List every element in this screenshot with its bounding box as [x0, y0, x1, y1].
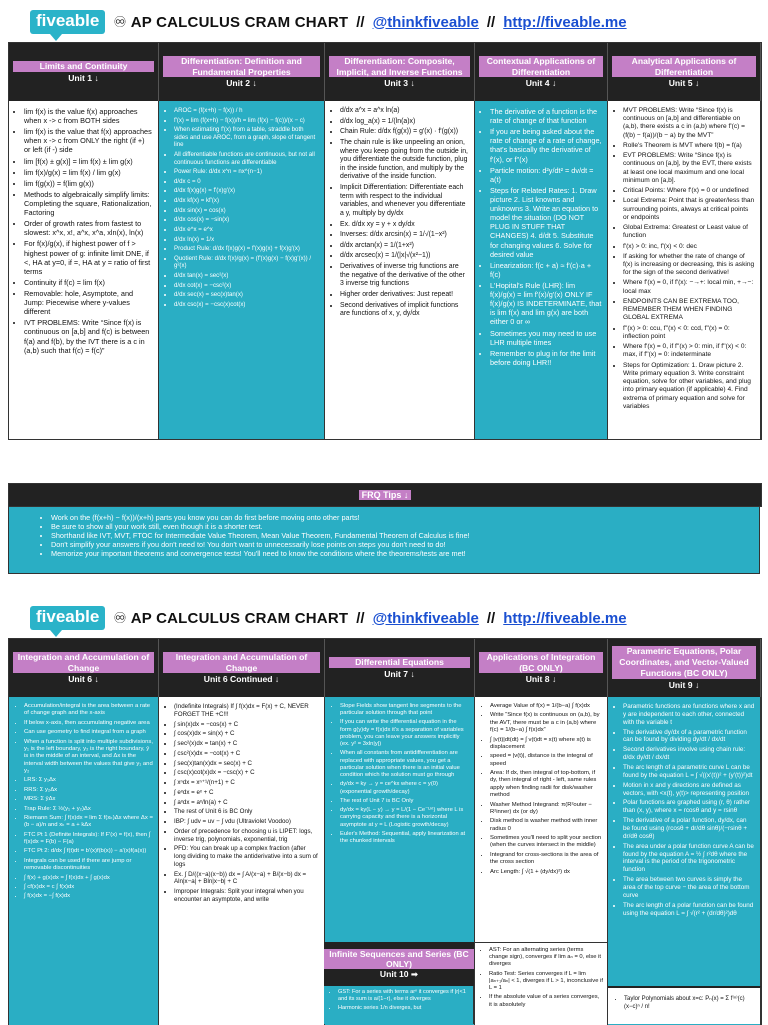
note-item: • GST: For a series with terms arⁿ it converges if |r|<1 and its sum is a/(1−r), else it diverges — [338, 989, 469, 1003]
note-item: • d/dx csc(x) = −csc(x)cot(x) — [174, 301, 319, 309]
website-link[interactable]: http://fiveable.me — [503, 13, 627, 31]
note-item: • Ex. ∫ D/((x−a)(x−b)) dx = ∫ A/(x−a) + B/(x−b) dx = Aln|x−a| + Bln|x−b| + C — [174, 871, 319, 887]
unit-10-header: Infinite Sequences and Series (BC ONLY) Unit 10 ➡ — [324, 942, 474, 986]
cram-chart-header-2 — [30, 604, 627, 632]
unit-3-notes — [325, 101, 475, 439]
note-item: • Steps for Optimization: 1. Draw picture 2. Write primary equation 3. Write constraint equation, solve for other variables, and plug into primary equation (if applicable) 4. Find extrema of primary equation and solve for variables — [623, 362, 755, 411]
unit-1-header: Limits and Continuity Unit 1 ↓ — [9, 43, 159, 101]
note-item: • Product Rule: d/dx f(x)g(x) = f'(x)g(x) + f(x)g'(x) — [174, 245, 319, 253]
note-item: • Accumulation/integral is the area between a rate of change graph and the x-axis — [24, 703, 153, 718]
note-item: • Linearization: f(c + a) ≈ f'(c)·a + f(c) — [490, 261, 602, 279]
note-item: • d/dx tan(x) = sec²(x) — [174, 272, 319, 280]
note-item: • d/dx cot(x) = −csc²(x) — [174, 282, 319, 290]
note-item: • Write “Since f(x) is continuous on (a,b), by the AVT, there must be a c in (a,b) where f(c) = 1/(b−a) ∫ f(x)dx” — [490, 712, 602, 734]
note-item: • ∫ xⁿdx = xⁿ⁺¹/(n+1) + C — [174, 779, 319, 787]
separator: // — [486, 609, 496, 627]
unit-7-header: Differential Equations Unit 7 ↓ — [325, 639, 475, 697]
note-item: • d/dx arcsec(x) = 1/(|x|√(x²−1)) — [340, 252, 469, 261]
note-item: • Area: If dx, then integral of top-bottom, if dy, then integral of right - left, same rules apply when finding radii for disk/washer method — [490, 770, 602, 800]
note-item: • MVT PROBLEMS: Write “Since f(x) is continuous on [a,b] and differentiable on (a,b), there exists a c in (a,b) where f'(c) = (f(b) − f(a))/(b − a) by the MVT” — [623, 107, 755, 140]
unit-6-header: Integration and Accumulation of Change Unit 6 ↓ — [9, 639, 159, 697]
note-item: • Sometimes you may need to use LHR multiple times — [490, 329, 602, 347]
note-item: • ∫ aˣdx = aˣ/ln(a) + C — [174, 799, 319, 807]
note-item: • AST: For an alternating series (terms change sign), converges if lim aₙ = 0, else it diverges — [489, 947, 603, 969]
note-item: • f''(x) > 0: ccu, f''(x) < 0: ccd, f''(x) = 0: inflection point — [623, 325, 755, 341]
note-item: • Trap Rule: Σ ½(y₁ + y₂)Δx — [24, 806, 153, 813]
note-item: • For f(x)/g(x), if highest power of f > highest power of g: infinite limit DNE, if <, HA at y=0, if =, HA at y = ratio of first terms — [24, 239, 153, 275]
note-item: • Inverses: d/dx arcsin(x) = 1/√(1−x²) — [340, 231, 469, 240]
chart-title: ♾ AP CALCULUS CRAM CHART — [113, 14, 349, 31]
unit-9-header: Parametric Equations, Polar Coordinates, and Vector-Valued Functions (BC ONLY) Unit 9 ↓ — [608, 639, 761, 697]
note-item: • The derivative dy/dx of a parametric function can be found by dividing dy/dt / dx/dt — [623, 729, 755, 745]
note-item: • Average Value of f(x) = 1/(b−a) ∫ f(x)dx — [490, 703, 602, 710]
unit-3-header: Differentiation: Composite, Implicit, and Inverse Functions Unit 3 ↓ — [325, 43, 475, 101]
note-item: • d/dx c = 0 — [174, 178, 319, 186]
note-item: • Critical Points: Where f'(x) = 0 or undefined — [623, 187, 755, 195]
note-item: • dy/dx = ky(L − y) → y = L/(1 − Ce⁻ᴸᵏᵗ) where L is carrying capacity and there is a horizontal asymptote at y = L (Logistic growth/decay) — [340, 807, 469, 829]
note-item: • Sometimes you'll need to split your section (when the curves intersect in the middle) — [490, 835, 602, 850]
unit-4-header: Contextual Applications of Differentiation Unit 4 ↓ — [475, 43, 608, 101]
note-item: • MRS: Σ ȳΔx — [24, 796, 153, 803]
note-item: • Order of precedence for choosing u is LIPET: logs, inverse trig, polynomials, exponential, trig — [174, 828, 319, 844]
note-item: • d/dx sin(x) = cos(x) — [174, 207, 319, 215]
unit-6-continued-header: Integration and Accumulation of Change Unit 6 Continued ↓ — [159, 639, 325, 697]
note-item: • Work on the (f(x+h) − f(x))/(x+h) parts you know you can do first before moving onto other parts! — [51, 513, 749, 522]
note-item: • ∫ csc²(x)dx = −cot(x) + C — [174, 750, 319, 758]
note-item: • Shorthand like IVT, MVT, FTOC for Intermediate Value Theorem, Mean Value Theorem, Fundamental Theorem of Calculus is fine! — [51, 531, 749, 540]
note-item: • IVT PROBLEMS: Write “Since f(x) is continuous on [a,b] and f(c) is between f(a) and f(b), by the IVT there is a c in (a,b) such that f(c) = f(c)” — [24, 318, 153, 354]
unit-5-header: Analytical Applications of Differentiation Unit 5 ↓ — [608, 43, 761, 101]
note-item: • The arc length of a polar function can be found using the equation L = ∫ √(r² + (dr/dθ)²)dθ — [623, 902, 755, 918]
top-units-table — [8, 42, 762, 440]
note-item: • The chain rule is like unpeeling an onion, where you keep going from the outside in, you differentiate the outside function, plug in the inside function, and multiply by the derivative of the inside function. — [340, 139, 469, 182]
note-item: • Second derivatives of implicit functions are functions of x, y, dy/dx — [340, 302, 469, 319]
note-item: • ∫ cf(x)dx = c ∫ f(x)dx — [24, 884, 153, 891]
note-item: • d/dx ln(x) = 1/x — [174, 236, 319, 244]
note-item: • ∫ cos(x)dx = sin(x) + C — [174, 730, 319, 738]
note-item: • Second derivatives involve using chain rule: d/dx dy/dt / dx/dt — [623, 746, 755, 762]
taylor-polynomials-note: • Taylor Polynomials about x=c: Pₙ(x) = Σ f⁽ⁿ⁾(c)(x−c)ⁿ / n! — [608, 986, 761, 1024]
unit-9-notes — [608, 697, 761, 1025]
note-item: • Global Extrema: Greatest or Least value of function — [623, 224, 755, 240]
note-item: • The rest of Unit 6 is BC Only — [174, 808, 319, 816]
note-item: • Euler's Method: Sequential, apply linearization at the chunked intervals — [340, 831, 469, 845]
note-item: • All differentiable functions are continuous, but not all continuous functions are differentiable — [174, 151, 319, 166]
note-item: • ∫ eˣdx = eˣ + C — [174, 789, 319, 797]
unit-8-header: Applications of Integration (BC ONLY) Unit 8 ↓ — [475, 639, 608, 697]
note-item: • Removable: hole, Asymptote, and Jump: Piecewise where y-values different — [24, 289, 153, 316]
cram-chart-header — [30, 8, 627, 36]
note-item: • ENDPOINTS CAN BE EXTREMA TOO, REMEMBER THEM WHEN FINDING GLOBAL EXTREMA — [623, 298, 755, 323]
note-item: • LRS: Σ y₁Δx — [24, 777, 153, 784]
note-item: • Don't simplify your answers if you don't need to! You don't want to unnecessarily lose points on steps you don't need to do! — [51, 540, 749, 549]
note-item: • Arc Length: ∫ √(1 + (dy/dx)²) dx — [490, 869, 602, 876]
note-item: • FTC Pt 1 (Definite Integrals): If F'(x) = f(x), then ∫ f(x)dx = F(b) − F(a) — [24, 832, 153, 847]
note-item: • lim f(x) is the value that f(x) approaches when x -> c from ONLY the right (if +) or left (if -) side — [24, 127, 153, 154]
note-item: • lim [f(x) ± g(x)] = lim f(x) ± lim g(x) — [24, 157, 153, 166]
note-item: • If below x-axis, then accumulating negative area — [24, 720, 153, 727]
note-item: • Continuity if f(c) = lim f(x) — [24, 278, 153, 287]
note-item: • Derivatives of inverse trig functions are the negative of the derivative of the other 3 inverse trig functions — [340, 263, 469, 289]
separator: // — [356, 609, 365, 627]
unit-10-left-notes — [324, 986, 474, 1024]
note-item: • Implicit Differentiation: Differentiate each term with respect to the individual variables, and whenever you differentiate a y, multiply by dy/dx — [340, 184, 469, 219]
unit-2-notes — [159, 101, 325, 439]
note-item: • The area between two curves is simply the area of the top curve − the area of the bottom curve — [623, 876, 755, 900]
unit-5-notes — [608, 101, 761, 439]
note-item: • (Indefinite Integrals) If ∫ f(x)dx = F(x) + C, NEVER FORGET THE +C!!! — [174, 703, 319, 719]
note-item: • Where f'(x) = 0, if f'(x): −→+: local min, +→−: local max — [623, 279, 755, 295]
note-item: • The arc length of a parametric curve L can be found by the equation L = ∫ √((x'(t))² + (y'(t))²)dt — [623, 764, 755, 780]
note-item: • Rolle's Theorem is MVT where f(b) = f(a) — [623, 142, 755, 150]
note-item: • The derivative of a polar function, dy/dx, can be found using (rcosθ + dr/dθ sinθ)/(−rsinθ + dr/dθ cosθ) — [623, 817, 755, 841]
chart-title: ♾ AP CALCULUS CRAM CHART — [113, 610, 349, 627]
fiveable-logo: fiveable — [30, 606, 105, 630]
note-item: • Integrand for cross-sections is the area of the cross section — [490, 852, 602, 867]
handle-link[interactable]: @thinkfiveable — [372, 13, 479, 31]
note-item: • ∫ |v(t)|dt(dt) = ∫ v(t)dt = x(t) where x(t) is displacement — [490, 737, 602, 752]
note-item: • Power Rule: d/dx x^n = nx^(n−1) — [174, 168, 319, 176]
frq-tips-header: FRQ Tips ↓ — [8, 483, 762, 507]
website-link[interactable]: http://fiveable.me — [503, 609, 627, 627]
note-item: • lim f(x)/g(x) = lim f(x) / lim g(x) — [24, 168, 153, 177]
unit-6-notes — [9, 697, 159, 1025]
note-item: • Local Extrema: Point that is greater/less than surrounding points, always at critical points or endpoints — [623, 197, 755, 222]
note-item: • Parametric functions are functions where x and y are independent to each other, connected with the variable t — [623, 703, 755, 727]
note-item: • Can use geometry to find integral from a graph — [24, 729, 153, 736]
note-item: • Disk method is washer method with inner radius 0 — [490, 818, 602, 833]
separator: // — [356, 13, 365, 31]
note-item: • Remember to plug in for the limit before doing LHR!! — [490, 349, 602, 367]
note-item: • ∫ csc(x)cot(x)dx = −csc(x) + C — [174, 769, 319, 777]
unit-1-notes — [9, 101, 159, 439]
note-item: • AROC = (f(x+h) − f(x)) / h — [174, 107, 319, 115]
note-item: • Chain Rule: d/dx f(g(x)) = g'(x) · f'(g(x)) — [340, 128, 469, 137]
note-item: • d/dx a^x = a^x ln(a) — [340, 107, 469, 116]
note-item: • Ex. d/dx xy = y + x dy/dx — [340, 221, 469, 230]
note-item: • Improper Integrals: Split your integral when you encounter an asymptote, and write — [174, 888, 319, 904]
note-item: • EVT PROBLEMS: Write “Since f(x) is continuous on [a,b], by the EVT, there exists at least one local maximum and one local minimum on [a,b]. — [623, 152, 755, 185]
note-item: • When a function is split into multiple subdivisions, y₁ is the left boundary, y₂ is the right boundary, ȳ is in the middle of an interval, and Δx is the interval width between the values that give y₁ and y₂ — [24, 739, 153, 776]
note-item: • If asking for whether the rate of change of f(x) is increasing or decreasing, this is asking for the sign of the second derivative! — [623, 253, 755, 278]
note-item: • f'(x) = lim (f(x+h) − f(x))/h = lim (f(x) − f(c))/(x − c) — [174, 117, 319, 125]
note-item: • IBP: ∫ udv = uv − ∫ vdu (Ultraviolet Voodoo) — [174, 818, 319, 826]
note-item: • When all constants from antidifferentiation are replaced with appropriate values, you get a particular solution when there is an initial value condition which the solution must go through — [340, 750, 469, 779]
note-item: • Motion in x and y directions are defined as vectors, with <x(t), y(t)> representing position — [623, 782, 755, 798]
unit-10-right-notes — [475, 942, 608, 1024]
note-item: • The rest of Unit 7 is BC Only — [340, 798, 469, 805]
note-item: • d/dx sec(x) = sec(x)tan(x) — [174, 291, 319, 299]
note-item: • Washer Method Integrand: π(R²outer − R²inner) dx (or dy) — [490, 802, 602, 817]
fiveable-logo: fiveable — [30, 10, 105, 34]
note-item: • ∫ sec²(x)dx = tan(x) + C — [174, 740, 319, 748]
note-item: • The area under a polar function curve A can be found by the equation A = ½ ∫ r²dθ where the interval is the period of the trigonometric function — [623, 843, 755, 874]
note-item: • lim f(x) is the value f(x) approaches when x -> c from BOTH sides — [24, 107, 153, 125]
unit-2-header: Differentiation: Definition and Fundamental Properties Unit 2 ↓ — [159, 43, 325, 101]
note-item: • Memorize your important theorems and convergence tests! You'll need to know the conditions where the theorems/tests are met! — [51, 549, 749, 558]
note-item: • Riemann Sum: ∫ f(x)dx = lim Σ f(xₖ)Δx where Δx = (b − a)/n and xₖ = a + kΔx — [24, 815, 153, 830]
note-item: • PFD: You can break up a complex fraction (after long dividing to make the antiderivative into a sum of logs — [174, 845, 319, 868]
separator: // — [486, 13, 496, 31]
note-item: • FTC Pt 2: d/dx ∫ f(t)dt = b'(x)f(b(x)) − a'(x)f(a(x)) — [24, 848, 153, 855]
note-item: • dy/dx = ky → y = ce^kx where c = y(0) (exponential growth/decay) — [340, 781, 469, 795]
note-item: • Polar functions are graphed using (r, θ) rather than (x, y), where x = rcosθ and y = rsinθ — [623, 799, 755, 815]
note-item: • lim f(g(x)) = f(lim g(x)) — [24, 179, 153, 188]
note-item: • ∫ sin(x)dx = −cos(x) + C — [174, 721, 319, 729]
unit-4-notes — [475, 101, 608, 439]
note-item: • Steps for Related Rates: 1. Draw picture 2. List knowns and unknowns 3. Write an equation to model the situation (DO NOT PLUG IN STUFF THAT CHANGES) 4. d/dt 5. Substitute for changing values 6. Solve for desired value — [490, 186, 602, 259]
note-item: • Quotient Rule: d/dx f(x)/g(x) = (f'(x)g(x) − f(x)g'(x)) / g²(x) — [174, 255, 319, 270]
note-item: • Ratio Test: Series converges if L = lim |aₙ₊₁/aₙ| < 1, diverges if L > 1, inconclusive if L = 1 — [489, 971, 603, 993]
note-item: • Particle motion: d²y/dt² = dv/dt = a(t) — [490, 166, 602, 184]
note-item: • d/dx e^x = e^x — [174, 226, 319, 234]
note-item: • Methods to algebraically simplify limits: Completing the square, Rationalization, Factoring — [24, 190, 153, 217]
note-item: • Where f'(x) = 0, if f''(x) > 0: min, if f''(x) < 0: max, if f''(x) = 0: indeterminate — [623, 343, 755, 359]
note-item: • L'Hopital's Rule (LHR): lim f(x)/g(x) = lim f'(x)/g'(x) ONLY IF f(x)/g(x) IS INDETERMINATE, that is lim f(x) and lim g(x) are both either 0 or ∞ — [490, 281, 602, 327]
note-item: • Slope Fields show tangent line segments to the particular solution through that point — [340, 703, 469, 717]
note-item: • Higher order derivatives: Just repeat! — [340, 291, 469, 300]
note-item: • If you are being asked about the rate of change of a rate of change, that's basically the derivative of f'(x), or f''(x) — [490, 127, 602, 163]
note-item: • f'(x) > 0: inc, f'(x) < 0: dec — [623, 243, 755, 251]
note-item: • When estimating f'(x) from a table, straddle both sides and use AROC, from a graph, slope of tangent line — [174, 126, 319, 149]
handle-link[interactable]: @thinkfiveable — [372, 609, 479, 627]
note-item: • d/dx arctan(x) = 1/(1+x²) — [340, 242, 469, 251]
note-item: • RRS: Σ y₂Δx — [24, 787, 153, 794]
note-item: • d/dx kf(x) = kf'(x) — [174, 197, 319, 205]
note-item: • If you can write the differential equation in the form g(y)dy = f(x)dx it's a separation of variables problem, you can leave your answers implicitly (ex. y² = 3xln|y|) — [340, 719, 469, 748]
note-item: • Harmonic series 1/n diverges, but — [338, 1005, 469, 1012]
note-item: • The derivative of a function is the rate of change of that function — [490, 107, 602, 125]
note-item: • ∫ f(x)dx = −∫ f(x)dx — [24, 893, 153, 900]
note-item: • Be sure to show all your work still, even though it is a shorter test. — [51, 522, 749, 531]
note-item: • ∫ sec(x)tan(x)dx = sec(x) + C — [174, 760, 319, 768]
note-item: • If the absolute value of a series converges, it is absolutely — [489, 994, 603, 1008]
note-item: • ∫ f(x) + g(x)dx = ∫ f(x)dx + ∫ g(x)dx — [24, 875, 153, 882]
note-item: • speed = |v(t)|, distance is the integral of speed — [490, 753, 602, 768]
note-item: • d/dx cos(x) = −sin(x) — [174, 216, 319, 224]
note-item: • d/dx f(x)g(x) = f'(x)g'(x) — [174, 187, 319, 195]
unit-6-continued-notes — [159, 697, 325, 1025]
frq-tips-body — [8, 506, 760, 574]
note-item: • Integrals can be used if there are jump or removable discontinuities — [24, 858, 153, 873]
note-item: • Order of growth rates from fastest to slowest: x^x, x!, a^x, x^a, xln(x), ln(x) — [24, 219, 153, 237]
note-item: • d/dx log_a(x) = 1/(ln(a)x) — [340, 118, 469, 127]
